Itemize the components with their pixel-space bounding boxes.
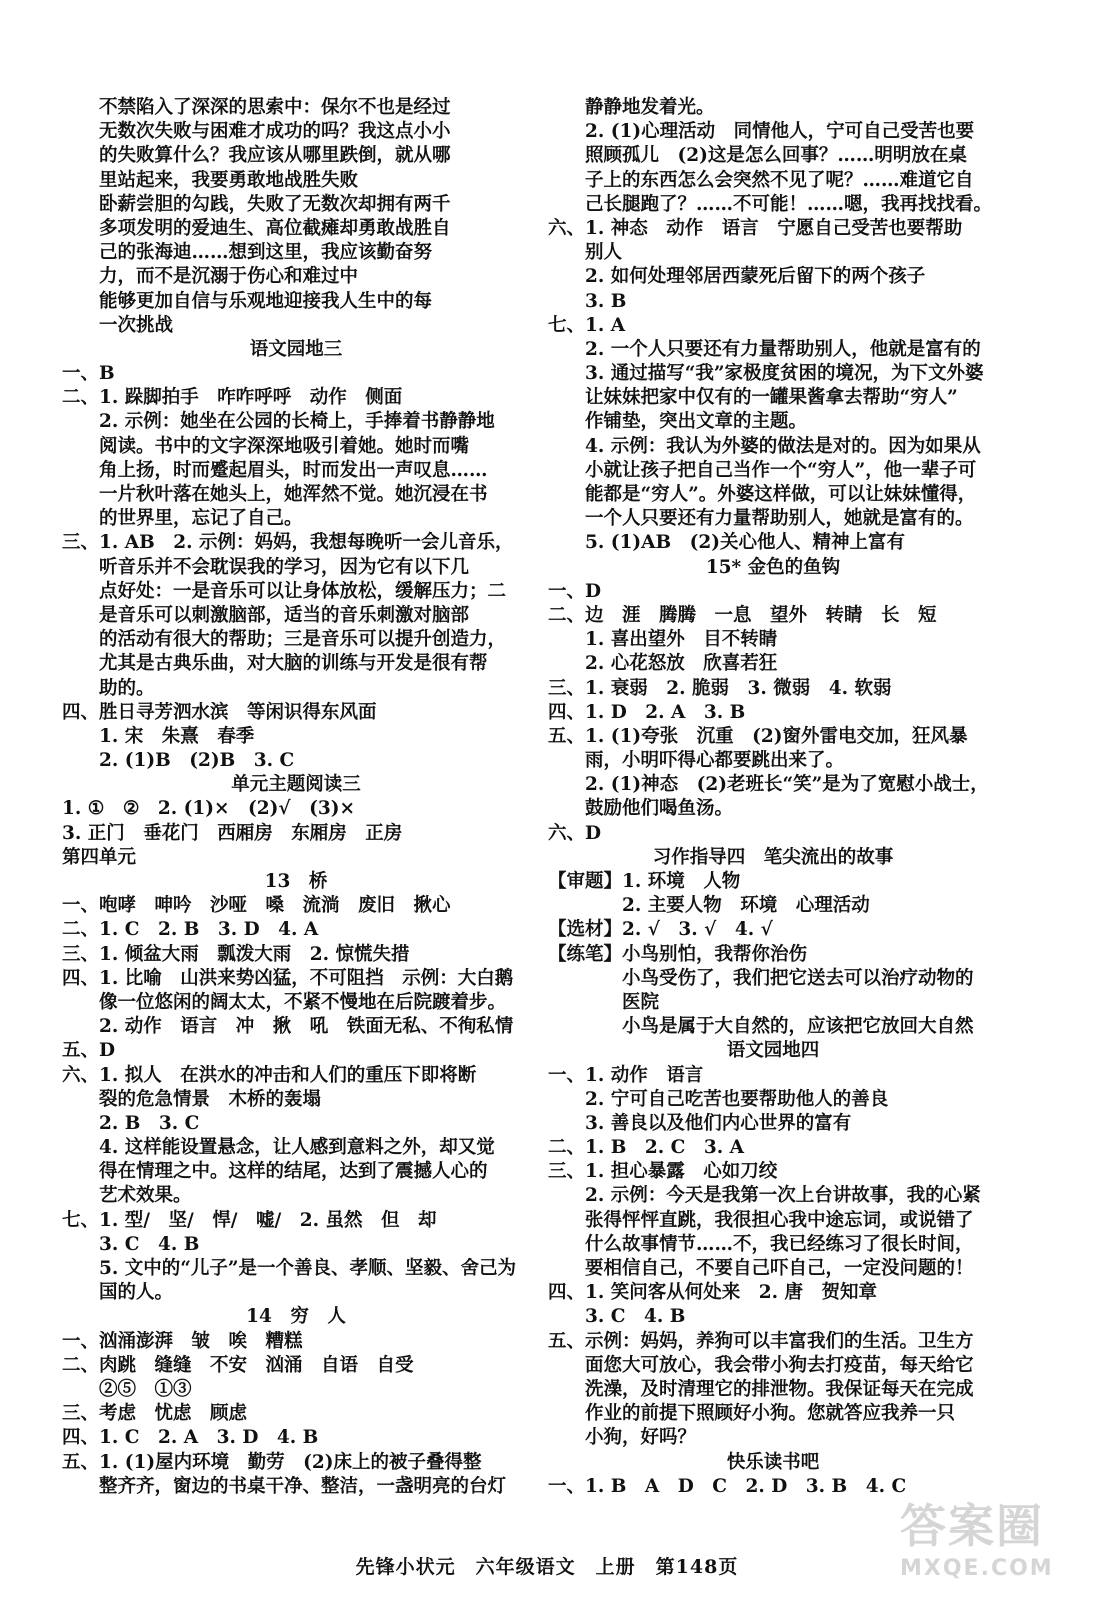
answer-line: 是音乐可以刺激脑部，适当的音乐刺激对脑部	[62, 604, 470, 626]
answer-line: 卧薪尝胆的勾践，失败了无数次却拥有两千	[62, 193, 451, 215]
answer-line: 角上扬，时而蹙起眉头，时而发出一声叹息……	[62, 459, 488, 481]
answer-line: 医院	[548, 991, 660, 1013]
answer-line: 三、1. 衰弱 2. 脆弱 3. 微弱 4. 软弱	[548, 677, 892, 699]
answer-line: 一、B	[62, 363, 115, 385]
answer-line: 裂的危急情景 木桥的轰塌	[62, 1088, 322, 1110]
answer-line: 三、考虑 忧虑 顾虑	[62, 1403, 248, 1425]
section-heading: 13 桥	[264, 871, 328, 892]
section-heading: 15* 金色的鱼钩	[705, 556, 841, 578]
answer-line: 五、1. (1)夸张 沉重 (2)窗外雷电交加，狂风暴	[548, 725, 968, 747]
answer-line: 能够更加自信与乐观地迎接我人生中的每	[62, 290, 433, 312]
answer-line: 鼓励他们喝鱼汤。	[548, 798, 734, 820]
answer-line: 四、1. 比喻 山洪来势凶猛，不可阻挡 示例：大白鹅	[62, 967, 514, 989]
answer-line: 三、1. 担心暴露 心如刀绞	[548, 1161, 778, 1183]
answer-line: 二、肉跳 缝缝 不安 汹涌 自语 自受	[62, 1354, 414, 1376]
answer-line: 的失败算什么？我应该从哪里跌倒，就从哪	[62, 145, 451, 167]
answer-line: 3. C 4. B	[62, 1233, 200, 1255]
answer-line: 2. (1)神态 (2)老班长“笑”是为了宽慰小战士，	[548, 774, 989, 796]
answer-line: 2. 主要人物 环境 心理活动	[548, 895, 870, 917]
page-footer: 先锋小状元 六年级语文 上册 第148页	[355, 1556, 739, 1578]
watermark-url: MXQE.COM	[900, 1556, 1054, 1581]
section-heading: 习作指导四 笔尖流出的故事	[652, 846, 894, 868]
answer-line: 【选材】2. √ 3. √ 4. √	[548, 919, 773, 941]
answer-line: 2. (1)心理活动 同情他人，宁可自己受苦也要	[548, 121, 975, 143]
answer-line: 一片秋叶落在她头上，她浑然不觉。她沉浸在书	[62, 484, 488, 505]
answer-line: 阅读。书中的文字深深地吸引着她。她时而嘴	[62, 435, 470, 457]
answer-line: 小鸟是属于大自然的，应该把它放回大自然	[548, 1016, 974, 1038]
answer-line: 四、1. 笑问客从何处来 2. 唐 贺知章	[548, 1282, 878, 1304]
answer-line: 的世界里，忘记了自己。	[62, 508, 303, 530]
answer-line: 照顾孤儿 (2)这是怎么回事？……明明放在桌	[548, 145, 967, 167]
answer-line: 己长腿跑了？……不可能！……嗯，我再找找看。	[548, 193, 993, 215]
answer-line: 1. 喜出望外 目不转睛	[548, 629, 778, 651]
answer-line: 助的。	[62, 677, 155, 699]
answer-line: 一个人只要还有力量帮助别人，她就是富有的。	[548, 508, 974, 530]
section-heading: 14 穷 人	[246, 1306, 346, 1328]
answer-line: 4. 示例：我认为外婆的做法是对的。因为如果从	[548, 435, 981, 457]
answer-line: 张得怦怦直跳，我很担心我中途忘词，或说错了	[548, 1209, 974, 1231]
answer-line: 2. 如何处理邻居西蒙死后留下的两个孩子	[548, 266, 926, 288]
answer-line: 五、示例：妈妈，养狗可以丰富我们的生活。卫生方	[548, 1330, 974, 1352]
answer-line: ②⑤ ①③	[62, 1378, 192, 1400]
answer-line: 二、边 涯 腾腾 一息 望外 转睛 长 短	[548, 604, 937, 626]
answer-line: 二、1. C 2. B 3. D 4. A	[62, 919, 319, 941]
answer-line: 能都是“穷人”。外婆这样做，可以让妹妹懂得，	[548, 484, 977, 505]
answer-line: 小狗，好吗？	[548, 1427, 697, 1449]
answer-line: 作铺垫，突出文章的主题。	[548, 411, 808, 433]
answer-line: 小就让孩子把自己当作一个“穷人”，他一辈子可	[548, 459, 977, 481]
answer-line: 五、D	[62, 1040, 116, 1062]
answer-line: 六、1. 拟人 在洪水的冲击和人们的重压下即将断	[62, 1064, 477, 1086]
answer-line: 三、1. 倾盆大雨 瓢泼大雨 2. 惊慌失措	[62, 943, 410, 965]
answer-line: 一次挑战	[62, 314, 174, 336]
answer-line: 2. 示例：她坐在公园的长椅上，手捧着书静静地	[62, 411, 495, 433]
answer-line: 5. 文中的“儿子”是一个善良、孝顺、坚毅、舍己为	[62, 1258, 517, 1279]
answer-line: 六、D	[548, 822, 602, 844]
watermark-logo-text: 答案圈	[900, 1499, 1044, 1553]
answer-line: 一、咆哮 呻吟 沙哑 嗓 流淌 废旧 揪心	[62, 895, 451, 917]
section-heading: 单元主题阅读三	[231, 774, 361, 796]
answer-line: 二、1. 跺脚拍手 咋咋呼呼 动作 侧面	[62, 387, 403, 409]
section-heading: 语文园地三	[249, 338, 343, 360]
answer-line: 3. B	[548, 290, 627, 312]
right-column	[548, 96, 998, 1499]
answer-line: 要相信自己，不要自己吓自己，一定没问题的！	[548, 1258, 974, 1279]
answer-line: 一、汹涌澎湃 皱 唉 糟糕	[62, 1330, 303, 1352]
answer-line: 一、1. B A D C 2. D 3. B 4. C	[548, 1475, 907, 1497]
answer-line: 无数次失败与困难才成功的吗？我这点小小	[62, 121, 451, 143]
answer-line: 5. (1)AB (2)关心他人、精神上富有	[548, 532, 906, 554]
answer-line: 一、D	[548, 580, 602, 602]
answer-line: 1. ① ② 2. (1)× (2)√ (3)×	[62, 798, 355, 820]
answer-line: 2. B 3. C	[62, 1112, 200, 1134]
answer-line: 二、1. B 2. C 3. A	[548, 1137, 744, 1159]
answer-line: 2. 示例：今天是我第一次上台讲故事，我的心紧	[548, 1185, 981, 1207]
answer-line: 一、1. 动作 语言	[548, 1064, 704, 1086]
answer-line: 里站起来，我要勇敢地战胜失败	[62, 169, 359, 191]
answer-line: 力，而不是沉溺于伤心和难过中	[62, 266, 359, 288]
answer-line: 子上的东西怎么会突然不见了呢？……难道它自	[548, 169, 974, 191]
answer-line: 1. 宋 朱熹 春季	[62, 725, 255, 747]
answer-line: 像一位悠闲的阔太太，不紧不慢地在后院踱着步。	[62, 991, 507, 1013]
answer-line: 2. 宁可自己吃苦也要帮助他人的善良	[548, 1088, 889, 1110]
answer-line: 2. 心花怒放 欣喜若狂	[548, 653, 778, 675]
answer-line: 【审题】1. 环境 人物	[548, 871, 741, 892]
answer-line: 四、1. C 2. A 3. D 4. B	[62, 1427, 319, 1449]
answer-line: 六、1. 神态 动作 语言 宁愿自己受苦也要帮助	[548, 217, 963, 239]
answer-line: 2. (1)B (2)B 3. C	[62, 750, 295, 772]
answer-line: 七、1. 型/ 坚/ 悍/ 嘘/ 2. 虽然 但 却	[62, 1209, 437, 1231]
answer-line: 3. 正门 垂花门 西厢房 东厢房 正房	[62, 822, 403, 844]
answer-line: 国的人。	[62, 1282, 174, 1304]
answer-line: 听音乐并不会耽误我的学习，因为它有以下几	[62, 556, 470, 578]
answer-line: 点好处：一是音乐可以让身体放松，缓解压力；二	[62, 580, 507, 602]
answer-line: 的活动有很大的帮助；三是音乐可以提升创造力，	[62, 629, 507, 651]
answer-line: 雨，小明吓得心都要跳出来了。	[548, 750, 845, 772]
answer-line: 2. 一个人只要还有力量帮助别人，他就是富有的	[548, 338, 981, 360]
answer-line: 七、1. A	[548, 314, 626, 336]
answer-line: 多项发明的爱迪生、高位截瘫却勇敢战胜自	[62, 217, 451, 239]
section-heading: 语文园地四	[726, 1040, 820, 1062]
answer-line: 得在情理之中。这样的结尾，达到了震撼人心的	[62, 1161, 488, 1183]
answer-line: 第四单元	[62, 846, 137, 868]
watermark-logo	[900, 1490, 1070, 1586]
answer-line: 【练笔】小鸟别怕，我帮你治伤	[548, 943, 808, 965]
answer-line: 让妹妹把家中仅有的一罐果酱拿去帮助“穷人”	[548, 387, 958, 409]
answer-line: 不禁陷入了深深的思索中：保尔不也是经过	[62, 97, 451, 118]
answer-line: 什么故事情节……不，我已经练习了很长时间，	[548, 1233, 974, 1255]
answer-line: 3. 善良以及他们内心世界的富有	[548, 1112, 852, 1134]
answer-line: 整齐齐，窗边的书桌干净、整洁，一盏明亮的台灯	[62, 1475, 507, 1497]
answer-line: 四、1. D 2. A 3. B	[548, 701, 746, 723]
answer-line: 艺术效果。	[62, 1185, 192, 1207]
answer-line: 三、1. AB 2. 示例：妈妈，我想每晚听一会儿音乐，	[62, 532, 514, 554]
answer-line: 4. 这样能设置悬念，让人感到意料之外，却又觉	[62, 1137, 495, 1159]
answer-line: 3. C 4. B	[548, 1306, 686, 1328]
answer-line: 尤其是古典乐曲，对大脑的训练与开发是很有帮	[62, 653, 488, 675]
answer-line: 洗澡，及时清理它的排泄物。我保证每天在完成	[548, 1378, 974, 1400]
answer-line: 面您大可放心，我会带小狗去打疫苗，每天给它	[548, 1354, 974, 1376]
answer-line: 静静地发着光。	[548, 97, 715, 118]
section-heading: 快乐读书吧	[726, 1451, 820, 1473]
answer-line: 作业的前提下照顾好小狗。您就答应我养一只	[548, 1403, 956, 1425]
answer-line: 小鸟受伤了，我们把它送去可以治疗动物的	[548, 967, 974, 989]
answer-line: 五、1. (1)屋内环境 勤劳 (2)床上的被子叠得整	[62, 1451, 482, 1473]
answer-line: 3. 通过描写“我”家极度贫困的境况，为下文外婆	[548, 363, 984, 385]
answer-line: 别人	[548, 242, 623, 264]
answer-line: 四、胜日寻芳泗水滨 等闲识得东风面	[62, 701, 377, 723]
answer-line: 己的张海迪……想到这里，我应该勤奋努	[62, 242, 433, 264]
answer-line: 2. 动作 语言 冲 揪 吼 铁面无私、不徇私情	[62, 1016, 514, 1038]
left-column	[62, 96, 530, 1499]
